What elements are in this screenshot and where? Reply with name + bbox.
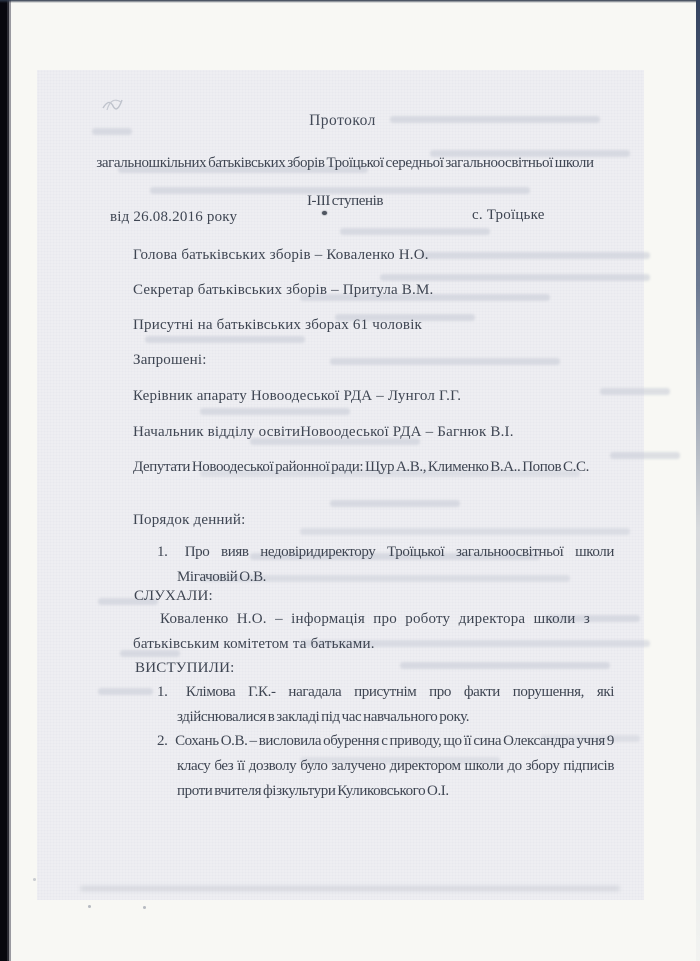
agenda-heading: Порядок денний:	[133, 512, 246, 528]
spoke-item-number: 1.	[157, 684, 168, 700]
heard-heading: СЛУХАЛИ:	[134, 588, 213, 604]
invited-line: Депутати Новоодеської районної ради: Щур А.В., Клименко В.А.. Попов С.С.	[133, 459, 589, 475]
heard-paragraph: Коваленко Н.О. – інформація про роботу директора школи з батьківським комітетом та батьками.	[133, 611, 590, 652]
spoke-item-text: Сохань О.В. – висловила обурення с приводу, що її сина Олександра учня 9 класу без її дозволу було залучено директором школи до збору підписів проти вчителя фізкультури Куликовського О.І.	[175, 733, 614, 799]
ink-dot	[322, 211, 327, 215]
spoke-item-number: 2.	[157, 733, 168, 749]
attendance-line: Присутні на батьківських зборах 61 чоловік	[133, 317, 423, 333]
agenda-item-text: Про вияв недовіридиректору Троїцької загальноосвітньої школи Мігачовій О.В.	[177, 544, 614, 585]
spoke-item	[157, 680, 614, 730]
spoke-item	[157, 729, 614, 804]
scanner-edge-right	[696, 0, 700, 961]
document-title: Протокол	[309, 112, 376, 129]
chairman-line: Голова батьківських зборів – Коваленко Н.О.	[133, 247, 429, 263]
invited-line: Начальник відділу освітиНовоодеської РДА – Багнюк В.І.	[133, 424, 514, 440]
scanner-edge-left	[0, 0, 11, 961]
paper-bottom-shadow	[80, 886, 620, 891]
spoke-item-text: Клімова Г.К.- нагадала присутнім про факти порушення, які здійснювалися в закладі під час навчального року.	[177, 684, 614, 725]
invited-heading: Запрошені:	[133, 352, 207, 368]
secretary-line: Секретар батьківських зборів – Притула В.М.	[133, 282, 434, 298]
document-place: с. Троїцьке	[472, 207, 545, 223]
agenda-item-number: 1.	[157, 544, 168, 560]
scanner-edge-top	[0, 0, 700, 3]
document-date: від 26.08.2016 року	[110, 209, 238, 225]
scan-speck	[33, 878, 36, 881]
spoke-heading: ВИСТУПИЛИ:	[135, 660, 235, 676]
invited-line: Керівник апарату Новоодеської РДА – Лунгол Г.Г.	[133, 388, 462, 404]
agenda-item	[157, 540, 614, 590]
scan-speck	[88, 905, 91, 908]
document-subtitle: загальношкільних батьківських зборів Троїцької середньої загальноосвітньої школи І-ІІІ ступенів	[96, 155, 594, 209]
scan-speck	[143, 906, 146, 909]
